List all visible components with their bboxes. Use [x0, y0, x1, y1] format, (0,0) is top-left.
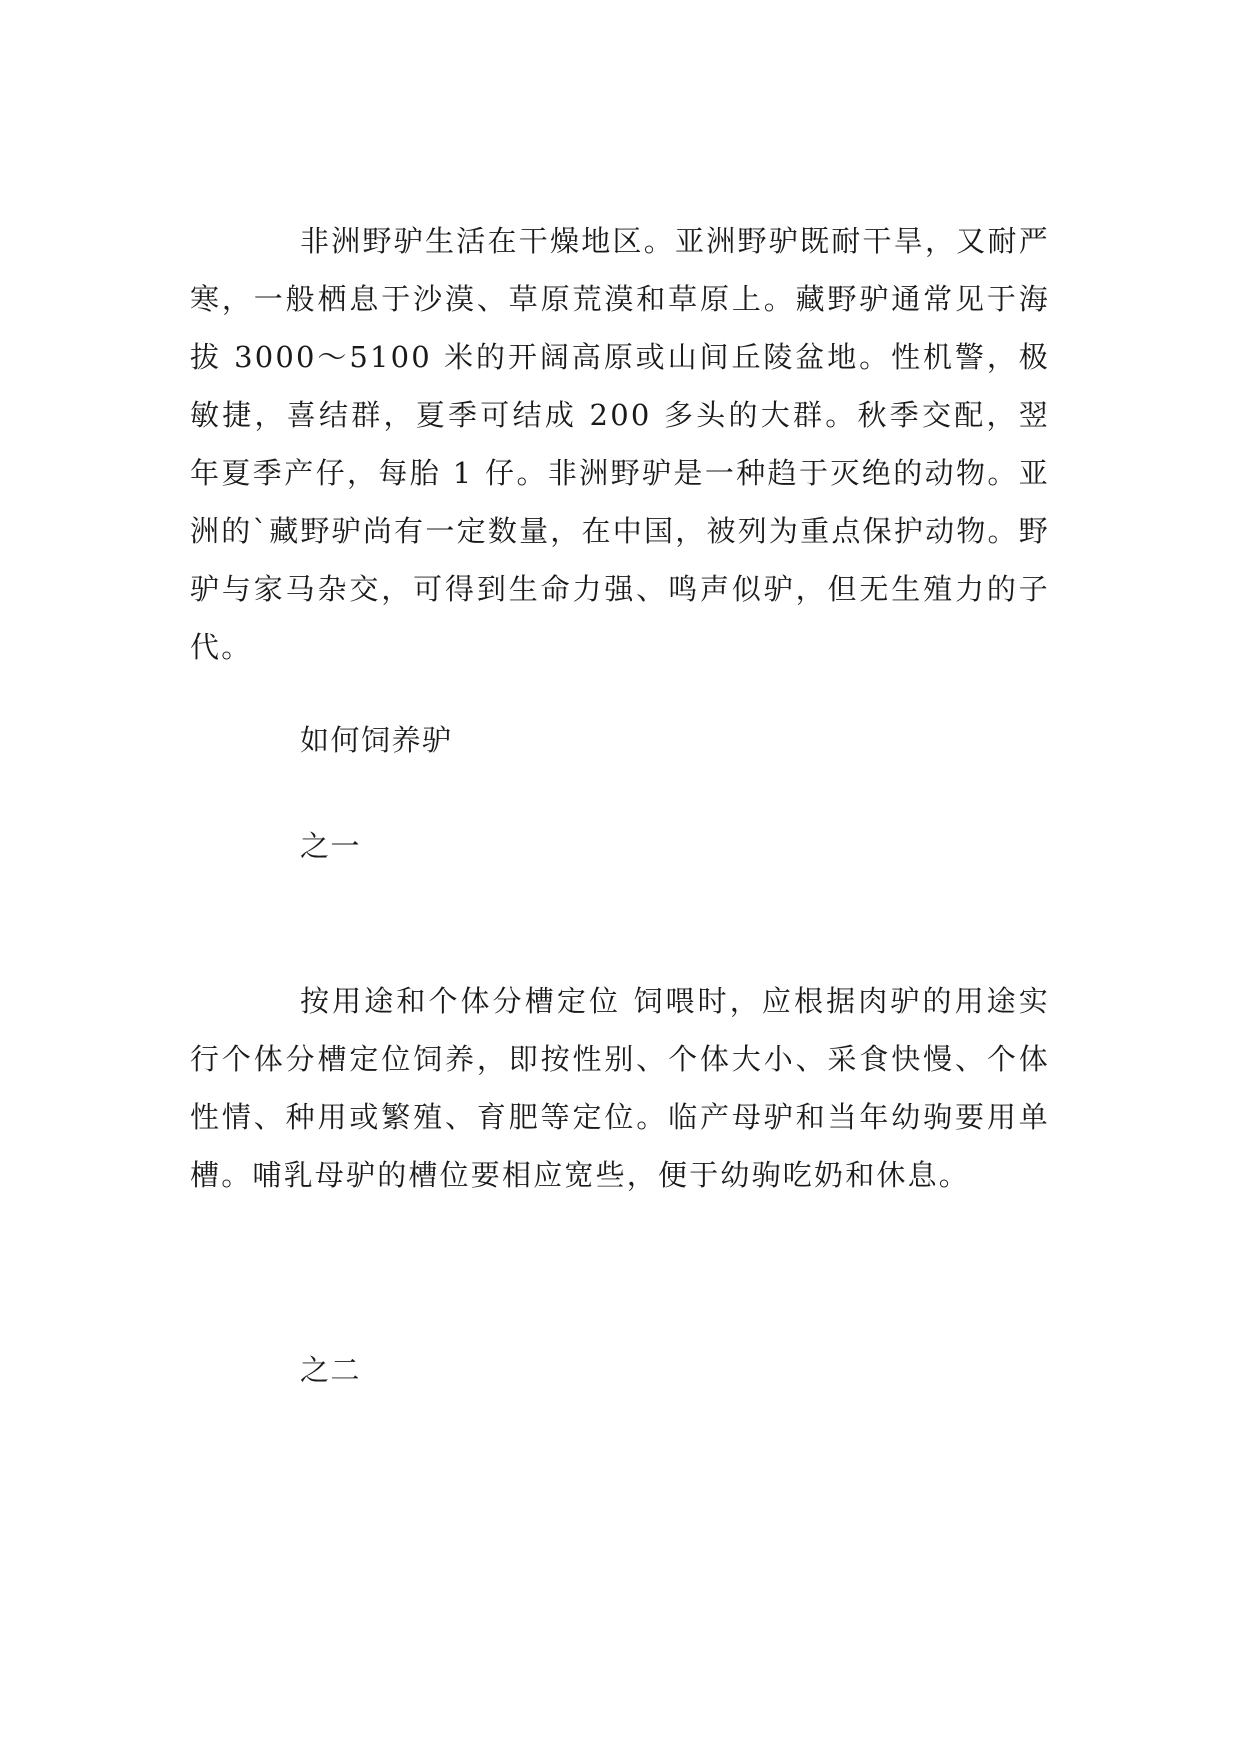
subsection-heading-2: 之二	[300, 1353, 362, 1387]
paragraph-wild-donkey: 非洲野驴生活在干燥地区。亚洲野驴既耐干旱，又耐严寒，一般栖息于沙漠、草原荒漠和草原上。藏野驴通常见于海拔 3000～5100 米的开阔高原或山间丘陵盆地。性机警，极敏捷，喜结群，夏季可结成 200 多头的大群。秋季交配，翌年夏季产仔，每胎 1 仔。非洲野驴是一种趋于灭绝的动物。亚洲的`藏野驴尚有一定数量，在中国，被列为重点保护动物。野驴与家马杂交，可得到生命力强、鸣声似驴，但无生殖力的子代。	[190, 224, 1050, 664]
section-heading: 如何饲养驴	[300, 723, 453, 757]
subsection-heading-1: 之一	[300, 829, 362, 863]
paragraph-feeding: 按用途和个体分槽定位 饲喂时，应根据肉驴的用途实行个体分槽定位饲养，即按性别、个体大小、采食快慢、个体性情、种用或繁殖、育肥等定位。临产母驴和当年幼驹要用单槽。哺乳母驴的槽位要相应宽些，便于幼驹吃奶和休息。	[190, 984, 1050, 1192]
